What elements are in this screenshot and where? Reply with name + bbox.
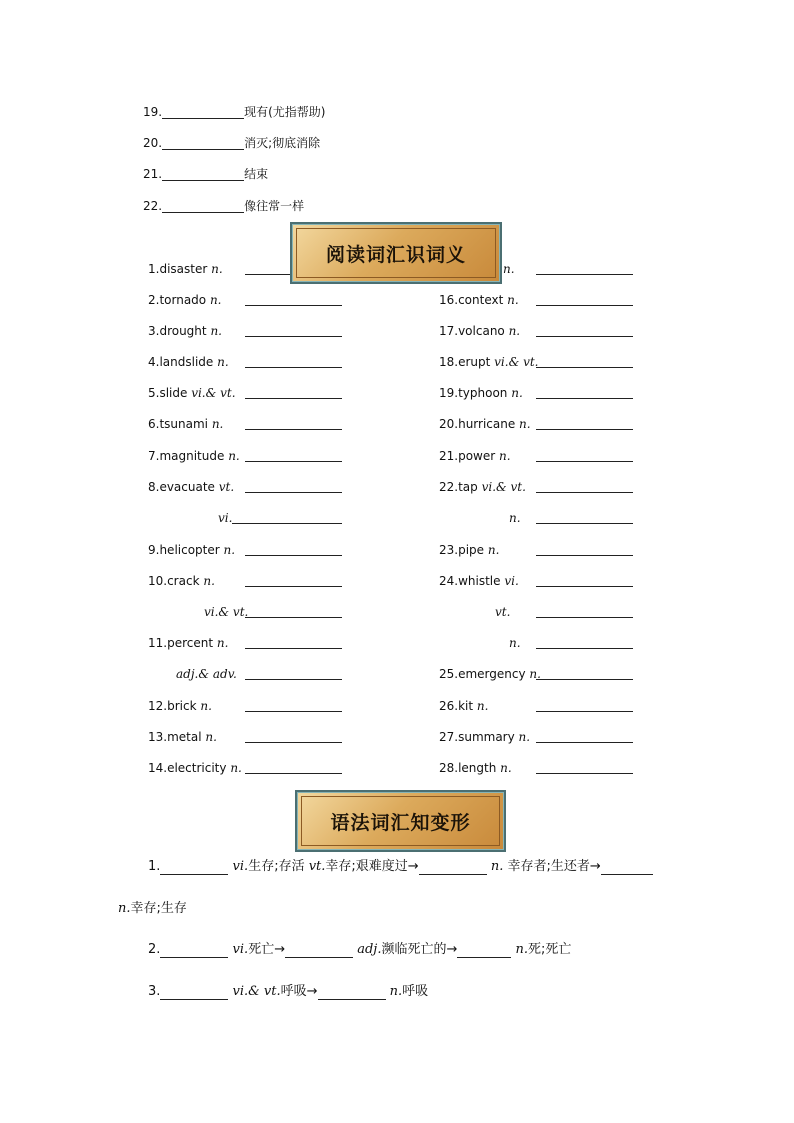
answer-blank[interactable] (536, 679, 633, 680)
part-of-speech: vi. (232, 942, 249, 957)
meaning-text: 幸存者;生还者→ (503, 859, 601, 874)
item-number: 22. (143, 199, 163, 213)
part-of-speech: n. (519, 417, 531, 431)
answer-blank[interactable] (245, 773, 342, 774)
answer-blank[interactable] (245, 336, 342, 337)
item-number: 21. (143, 167, 163, 181)
answer-blank[interactable] (536, 305, 633, 306)
answer-blank[interactable] (285, 945, 353, 958)
part-of-speech: n. (507, 293, 519, 307)
vocab-row (439, 480, 526, 494)
vocab-word: 28.length (439, 761, 501, 775)
section-banner-grammar (295, 790, 506, 852)
vocab-row (495, 605, 510, 619)
part-of-speech: n. (210, 324, 222, 338)
vocab-word: 6.tsunami (148, 417, 212, 431)
item-meaning: 结束 (244, 167, 269, 181)
vocab-row (148, 761, 242, 775)
part-of-speech: n. (211, 417, 224, 431)
list-item (143, 105, 325, 119)
vocab-row (148, 417, 223, 431)
vocab-word: 18.erupt (439, 355, 495, 369)
grammar-item-continued (118, 901, 187, 917)
part-of-speech: vi.& vt. (481, 480, 526, 494)
part-of-speech: n. (503, 262, 515, 276)
vocab-row (148, 262, 223, 276)
part-of-speech: vi. (218, 511, 233, 525)
answer-blank[interactable] (245, 617, 342, 618)
vocab-word: 24.whistle (439, 574, 505, 588)
answer-blank[interactable] (536, 367, 633, 368)
answer-blank[interactable] (245, 492, 342, 493)
answer-blank[interactable] (160, 945, 228, 958)
vocab-row (148, 543, 235, 557)
answer-blank[interactable] (160, 987, 228, 1000)
answer-blank[interactable] (536, 586, 633, 587)
vocab-word: 19.typhoon (439, 386, 512, 400)
answer-blank[interactable] (536, 555, 633, 556)
vocab-row (439, 386, 523, 400)
item-number: 20. (143, 136, 163, 150)
part-of-speech: n. (500, 761, 512, 775)
item-meaning: 消灭;彻底消除 (244, 136, 321, 150)
grammar-item (148, 984, 428, 1000)
answer-blank[interactable] (162, 200, 244, 213)
list-item (143, 167, 268, 181)
meaning-text: 幸存;生存 (130, 901, 187, 916)
answer-blank[interactable] (536, 648, 633, 649)
grammar-item (148, 942, 571, 958)
answer-blank[interactable] (245, 555, 342, 556)
vocab-row (148, 386, 236, 400)
vocab-row (148, 699, 212, 713)
part-of-speech: vi.& vt. (191, 386, 236, 400)
part-of-speech: n. (118, 901, 131, 916)
vocab-row (439, 293, 519, 307)
part-of-speech: n. (223, 543, 236, 557)
vocab-row (439, 574, 519, 588)
part-of-speech: n. (216, 636, 229, 650)
vocab-word: 16.context (439, 293, 508, 307)
part-of-speech: n. (515, 942, 529, 957)
meaning-text: 幸存;艰难度过→ (325, 859, 419, 874)
part-of-speech: n. (511, 386, 523, 400)
vocab-word: 26.kit (439, 699, 477, 713)
part-of-speech: n. (205, 730, 217, 744)
vocab-word: 3.drought (148, 324, 211, 338)
answer-blank[interactable] (245, 711, 342, 712)
part-of-speech: n. (499, 449, 511, 463)
vocab-row (439, 324, 520, 338)
part-of-speech: n. (476, 699, 489, 713)
answer-blank[interactable] (536, 274, 633, 275)
answer-blank[interactable] (232, 523, 342, 524)
vocab-word: 27.summary (439, 730, 519, 744)
vocab-word: 5.slide (148, 386, 192, 400)
answer-blank[interactable] (536, 742, 633, 743)
part-of-speech: adj.& adv. (176, 667, 237, 681)
item-number: 19. (143, 105, 163, 119)
vocab-word: 21.power (439, 449, 499, 463)
vocab-row (148, 449, 240, 463)
part-of-speech: n. (211, 262, 223, 276)
part-of-speech: n. (490, 859, 504, 874)
grammar-item (148, 859, 653, 875)
vocab-row (176, 667, 237, 681)
vocab-row (204, 605, 248, 619)
vocab-row (148, 636, 228, 650)
vocab-row (509, 636, 521, 650)
part-of-speech: vi. (504, 574, 519, 588)
vocab-word: 10.crack (148, 574, 204, 588)
vocab-word: 17.volcano (439, 324, 509, 338)
part-of-speech: vt. (308, 859, 326, 874)
part-of-speech: vi.& vt. (204, 605, 249, 619)
meaning-text: 死亡→ (248, 942, 286, 957)
answer-blank[interactable] (536, 429, 633, 430)
part-of-speech: n. (228, 449, 240, 463)
part-of-speech: vi.& vt. (232, 984, 281, 999)
answer-blank[interactable] (536, 461, 633, 462)
vocab-word: 13.metal (148, 730, 206, 744)
vocab-row (439, 449, 511, 463)
item-number: 2. (148, 942, 161, 957)
vocab-row (503, 262, 515, 276)
answer-blank[interactable] (419, 862, 487, 875)
answer-blank[interactable] (245, 367, 342, 368)
vocab-row (439, 417, 531, 431)
answer-blank[interactable] (245, 398, 342, 399)
vocab-word: 23.pipe (439, 543, 488, 557)
vocab-row (148, 355, 229, 369)
section-banner-reading (290, 222, 502, 284)
answer-blank[interactable] (162, 168, 244, 181)
answer-blank[interactable] (245, 305, 342, 306)
part-of-speech: n. (209, 293, 222, 307)
part-of-speech: n. (509, 636, 521, 650)
vocab-row (439, 761, 512, 775)
vocab-word: 11.percent (148, 636, 217, 650)
answer-blank[interactable] (245, 429, 342, 430)
vocab-word: 25.emergency (439, 667, 530, 681)
vocab-word: 8.evacuate (148, 480, 219, 494)
banner-title: 阅读词汇识词义 (296, 228, 496, 278)
answer-blank[interactable] (536, 711, 633, 712)
answer-blank[interactable] (162, 137, 244, 150)
vocab-row (509, 511, 521, 525)
vocab-row (218, 511, 232, 525)
meaning-text: 生存;存活 (248, 859, 309, 874)
vocab-row (148, 730, 217, 744)
vocab-word: 9.helicopter (148, 543, 224, 557)
vocab-row (148, 480, 234, 494)
meaning-text: 呼吸→ (280, 984, 318, 999)
answer-blank[interactable] (245, 648, 342, 649)
answer-blank[interactable] (536, 492, 633, 493)
answer-blank[interactable] (536, 773, 633, 774)
vocab-row (439, 543, 499, 557)
part-of-speech: vi.& vt. (494, 355, 539, 369)
part-of-speech: vi. (232, 859, 249, 874)
list-item (143, 136, 320, 150)
vocab-row (148, 293, 222, 307)
part-of-speech: n. (487, 543, 500, 557)
vocab-row (439, 699, 488, 713)
answer-blank[interactable] (536, 336, 633, 337)
answer-blank[interactable] (162, 106, 244, 119)
vocab-row (439, 667, 541, 681)
part-of-speech: n. (508, 324, 521, 338)
part-of-speech: n. (518, 730, 531, 744)
answer-blank[interactable] (245, 742, 342, 743)
answer-blank[interactable] (160, 862, 228, 875)
answer-blank[interactable] (536, 398, 633, 399)
part-of-speech: vt. (218, 480, 235, 494)
meaning-text: 濒临死亡的→ (381, 942, 458, 957)
part-of-speech: n. (389, 984, 403, 999)
item-number: 3. (148, 984, 161, 999)
part-of-speech: adj. (357, 942, 382, 957)
vocab-word: 7.magnitude (148, 449, 229, 463)
vocab-word: 12.brick (148, 699, 201, 713)
part-of-speech: n. (529, 667, 541, 681)
banner-title: 语法词汇知变形 (301, 796, 500, 846)
vocab-word: 2.tornado (148, 293, 210, 307)
part-of-speech: vt. (495, 605, 511, 619)
vocab-word: 1.disaster (148, 262, 212, 276)
meaning-text: 呼吸 (402, 984, 429, 999)
vocab-word: 20.hurricane (439, 417, 520, 431)
answer-blank[interactable] (318, 987, 386, 1000)
part-of-speech: n. (203, 574, 215, 588)
part-of-speech: n. (509, 511, 521, 525)
item-meaning: 现有(尤指帮助) (244, 105, 326, 119)
item-number: 1. (148, 859, 161, 874)
part-of-speech: n. (230, 761, 242, 775)
answer-blank[interactable] (536, 617, 633, 618)
answer-blank[interactable] (245, 586, 342, 587)
part-of-speech: n. (200, 699, 212, 713)
vocab-word: 14.electricity (148, 761, 231, 775)
vocab-word: 22.tap (439, 480, 482, 494)
answer-blank[interactable] (457, 945, 511, 958)
answer-blank[interactable] (245, 679, 342, 680)
meaning-text: 死;死亡 (528, 942, 572, 957)
part-of-speech: n. (217, 355, 229, 369)
answer-blank[interactable] (536, 523, 633, 524)
vocab-word: 4.landslide (148, 355, 218, 369)
vocab-row (148, 574, 215, 588)
vocab-row (439, 730, 530, 744)
answer-blank[interactable] (245, 461, 342, 462)
vocab-row (148, 324, 222, 338)
vocab-row (439, 355, 539, 369)
list-item (143, 199, 304, 213)
answer-blank[interactable] (601, 862, 653, 875)
item-meaning: 像往常一样 (244, 199, 305, 213)
